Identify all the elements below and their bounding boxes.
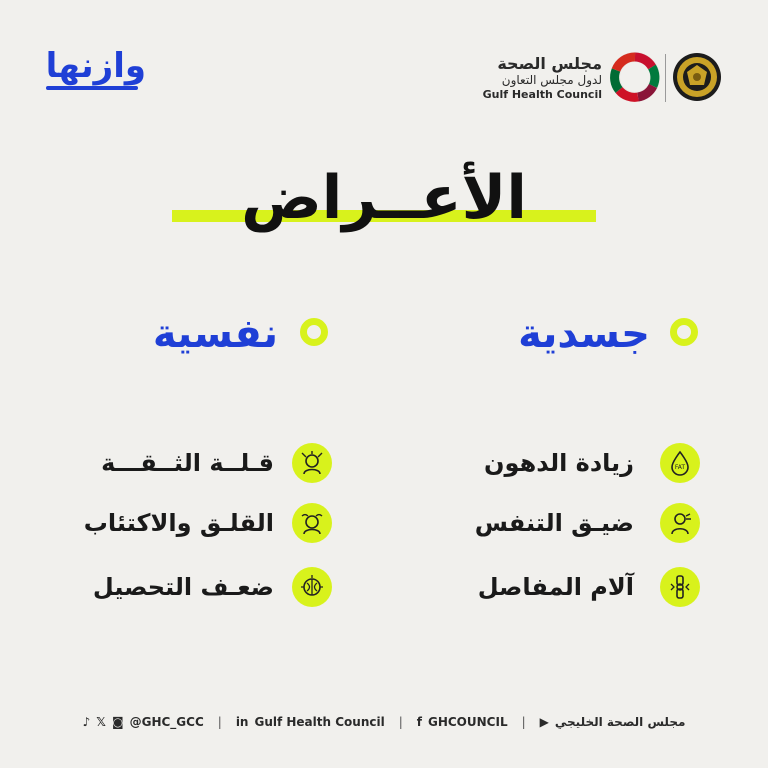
- psychological-heading: نفسية: [152, 311, 278, 357]
- footer-facebook: [417, 715, 508, 729]
- x-icon[interactable]: 𝕏: [96, 715, 106, 729]
- brand-name: وازنها: [45, 46, 146, 86]
- social-handle[interactable]: @GHC_GCC: [129, 715, 204, 729]
- council-name-ar-line1: مجلس الصحة: [497, 54, 602, 73]
- youtube-icon[interactable]: ▶: [539, 715, 549, 729]
- gulf-health-council-logo-icon: [608, 50, 662, 104]
- footer-social: [83, 715, 204, 729]
- psychological-ring-icon: [300, 318, 328, 346]
- footer: [60, 708, 708, 736]
- council-name-en: Gulf Health Council: [482, 88, 602, 101]
- low-confidence-icon: [292, 443, 332, 483]
- anxiety-icon: [292, 503, 332, 543]
- footer-linkedin: [236, 715, 385, 729]
- footer-youtube: [540, 715, 686, 729]
- logo-separator: [665, 54, 666, 102]
- gcc-emblem-icon: [672, 52, 722, 102]
- item-joint-pain: آلام المفاصل: [477, 573, 634, 601]
- item-low-confidence: قـلــة الثــقـــة: [101, 449, 274, 477]
- footer-divider: |: [217, 715, 222, 729]
- physical-heading: جسدية: [518, 311, 650, 357]
- facebook-icon[interactable]: f: [416, 715, 422, 729]
- brand-underline: [46, 86, 138, 90]
- shortness-of-breath-icon: [660, 503, 700, 543]
- page-title: الأعــراض: [241, 163, 527, 233]
- svg-text:FAT: FAT: [674, 464, 686, 471]
- tiktok-icon[interactable]: ♪: [82, 715, 91, 729]
- instagram-icon[interactable]: ◙: [111, 715, 124, 729]
- footer-divider: |: [398, 715, 403, 729]
- council-name-ar-line2: لدول مجلس التعاون: [501, 73, 602, 87]
- physical-ring-icon: [670, 318, 698, 346]
- youtube-name[interactable]: مجلس الصحة الخليجي: [554, 715, 686, 729]
- footer-divider: |: [521, 715, 526, 729]
- council-name: [483, 54, 602, 102]
- item-shortness-of-breath: ضيـق التنفس: [474, 509, 634, 537]
- facebook-name[interactable]: GHCOUNCIL: [427, 715, 508, 729]
- item-weak-achievement: ضعـف التحصيل: [92, 573, 274, 601]
- fat-drop-icon: [660, 443, 700, 483]
- brand-logo: [46, 46, 146, 102]
- weak-achievement-icon: [292, 567, 332, 607]
- linkedin-name[interactable]: Gulf Health Council: [254, 715, 385, 729]
- joint-pain-icon: [660, 567, 700, 607]
- item-anxiety-depression: القلـق والاكتئاب: [83, 509, 274, 537]
- item-fat-increase: زيادة الدهون: [484, 449, 634, 477]
- linkedin-icon[interactable]: in: [235, 715, 249, 729]
